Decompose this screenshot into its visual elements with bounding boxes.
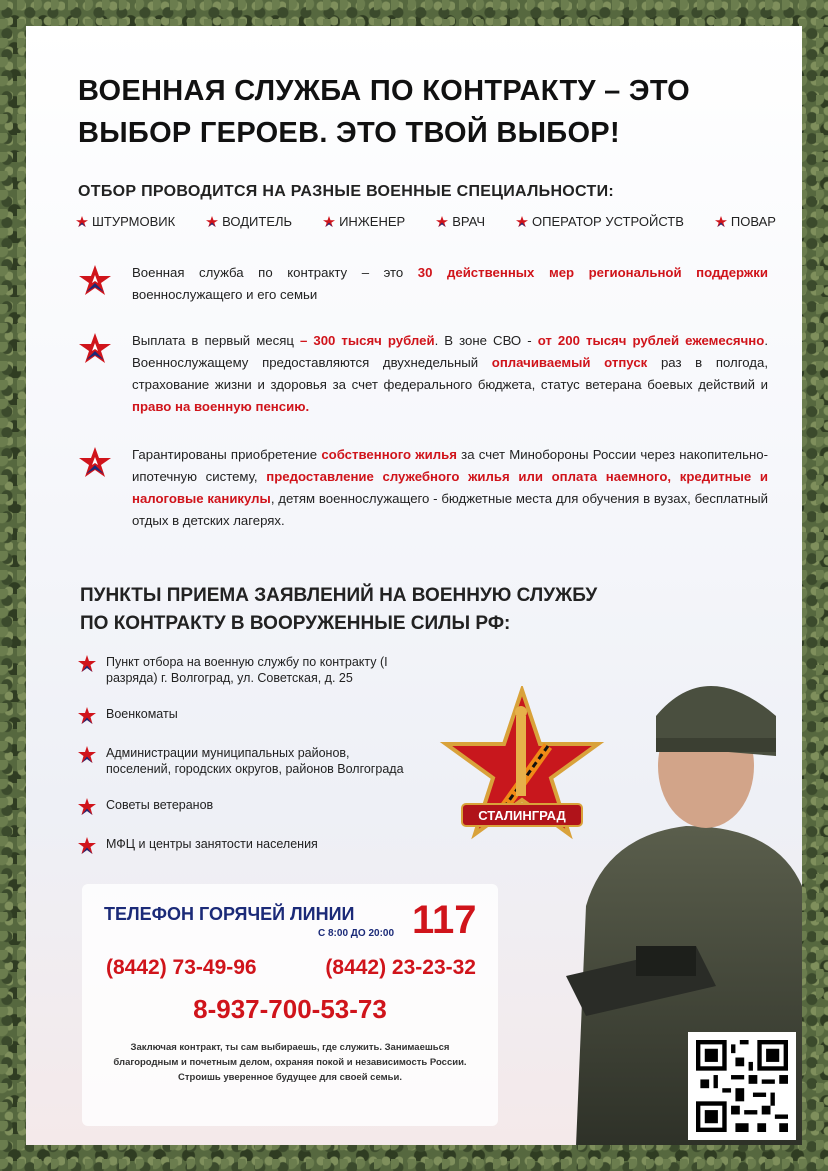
army-star-icon xyxy=(78,655,96,673)
point-item xyxy=(78,797,408,816)
body-text: Военная служба по контракту – это xyxy=(132,265,418,280)
body-text: , детям военнослужащего - бюджетные места для обучения в вузах, бесплатный отдых в детских лагерях. xyxy=(132,491,768,528)
specialty-label: ПОВАР xyxy=(730,214,776,229)
highlight-text: право на военную пенсию. xyxy=(132,399,310,414)
body-text: Гарантированы приобретение xyxy=(132,447,322,462)
army-star-icon xyxy=(78,746,96,764)
specialty-item xyxy=(76,214,175,229)
point-item xyxy=(78,706,408,725)
benefit-block-3 xyxy=(78,444,768,532)
headline xyxy=(78,70,768,154)
body-text: за счет Минобороны России через накопительно-ипотечную систему, xyxy=(132,447,768,484)
badge-label: СТАЛИНГРАД xyxy=(478,808,566,823)
point-item xyxy=(78,654,408,686)
hotline-panel xyxy=(82,884,498,1126)
army-star-icon xyxy=(78,332,112,366)
benefit-block-2 xyxy=(78,330,768,418)
headline-line-1: ВОЕННАЯ СЛУЖБА ПО КОНТРАКТУ – ЭТО xyxy=(78,75,691,107)
point-label: Администрации муниципальных районов, поселений, городских округов, районов Волгограда xyxy=(106,746,404,776)
specialty-item xyxy=(206,214,292,229)
highlight-text: собственного жилья xyxy=(321,447,457,462)
specialty-item xyxy=(715,214,776,229)
benefit-text-1 xyxy=(132,262,768,306)
hotline-number[interactable]: 117 xyxy=(412,898,477,942)
qr-code[interactable] xyxy=(688,1032,796,1140)
highlight-text: 30 действенных мер региональной поддержки xyxy=(417,265,768,280)
body-text: . В зоне СВО - xyxy=(434,333,538,348)
points-title xyxy=(80,582,597,638)
specialty-item xyxy=(516,214,684,229)
body-text: раз в полгода, страхование жизни и здоровья за счет федерального бюджета, статус ветерана боевых действий и xyxy=(132,355,769,392)
army-star-icon xyxy=(78,264,112,298)
point-label: Пункт отбора на военную службу по контракту (I разряда) г. Волгоград, ул. Советская, д. 25 xyxy=(106,655,388,685)
specialty-label: ИНЖЕНЕР xyxy=(339,214,406,229)
highlight-text: от 200 тысяч рублей ежемесячно xyxy=(537,333,765,348)
point-label: МФЦ и центры занятости населения xyxy=(106,837,318,851)
army-star-icon xyxy=(78,798,96,816)
small-star-icon xyxy=(516,216,528,228)
qr-code-icon xyxy=(696,1040,788,1132)
small-star-icon xyxy=(323,216,335,228)
small-star-icon xyxy=(436,216,448,228)
specialty-label: ОПЕРАТОР УСТРОЙСТВ xyxy=(532,214,684,229)
specialty-label: ВРАЧ xyxy=(452,214,485,229)
specialty-label: ШТУРМОВИК xyxy=(92,214,176,229)
specialties-title: ОТБОР ПРОВОДИТСЯ НА РАЗНЫЕ ВОЕННЫЕ СПЕЦИАЛЬНОСТИ: xyxy=(78,183,614,200)
phone-1[interactable]: (8442) 73-49-96 xyxy=(106,956,257,979)
phone-2[interactable]: (8442) 23-23-32 xyxy=(325,956,476,979)
hotline-note: Заключая контракт, ты сам выбираешь, где служить. Занимаешься благородным и почетным делом, охраняя покой и независимость России. Строишь уверенное будущее для своей семьи. xyxy=(113,1042,467,1083)
point-label: Советы ветеранов xyxy=(106,798,214,812)
army-star-icon xyxy=(78,446,112,480)
highlight-text: оплачиваемый отпуск xyxy=(491,355,648,370)
highlight-text: предоставление служебного жилья или оплата наемного, кредитные и налоговые каникулы xyxy=(132,469,768,506)
benefit-text-2 xyxy=(132,330,768,418)
specialty-label: ВОДИТЕЛЬ xyxy=(222,214,293,229)
point-label: Военкоматы xyxy=(106,707,178,721)
points-list xyxy=(78,654,408,875)
army-star-icon xyxy=(78,707,96,725)
body-text: военнослужащего и его семьи xyxy=(132,287,318,302)
small-star-icon xyxy=(206,216,218,228)
body-text: Выплата в первый месяц xyxy=(132,333,300,348)
specialty-item xyxy=(323,214,405,229)
point-item xyxy=(78,836,408,855)
poster-sheet xyxy=(26,26,802,1145)
small-star-icon xyxy=(715,216,727,228)
highlight-text: – 300 тысяч рублей xyxy=(299,333,435,348)
benefit-text-3 xyxy=(132,444,768,532)
body-text: . Военнослужащему предоставляются двухнедельный xyxy=(132,333,768,370)
headline-line-2: ВЫБОР ГЕРОЕВ. ЭТО ТВОЙ ВЫБОР! xyxy=(78,117,620,149)
benefit-block-1 xyxy=(78,262,768,306)
phone-list xyxy=(106,956,476,980)
hotline-label: ТЕЛЕФОН ГОРЯЧЕЙ ЛИНИИ xyxy=(104,904,355,924)
hotline-hours: С 8:00 ДО 20:00 xyxy=(318,928,395,939)
point-item xyxy=(78,745,408,777)
points-title-line-2: ПО КОНТРАКТУ В ВООРУЖЕННЫЕ СИЛЫ РФ: xyxy=(80,613,511,634)
army-star-icon xyxy=(78,837,96,855)
specialty-item xyxy=(436,214,485,229)
mobile-phone[interactable]: 8-937-700-53-73 xyxy=(193,994,387,1024)
small-star-icon xyxy=(76,216,88,228)
points-title-line-1: ПУНКТЫ ПРИЕМА ЗАЯВЛЕНИЙ НА ВОЕННУЮ СЛУЖБУ xyxy=(80,585,598,606)
specialties-list xyxy=(76,214,776,229)
